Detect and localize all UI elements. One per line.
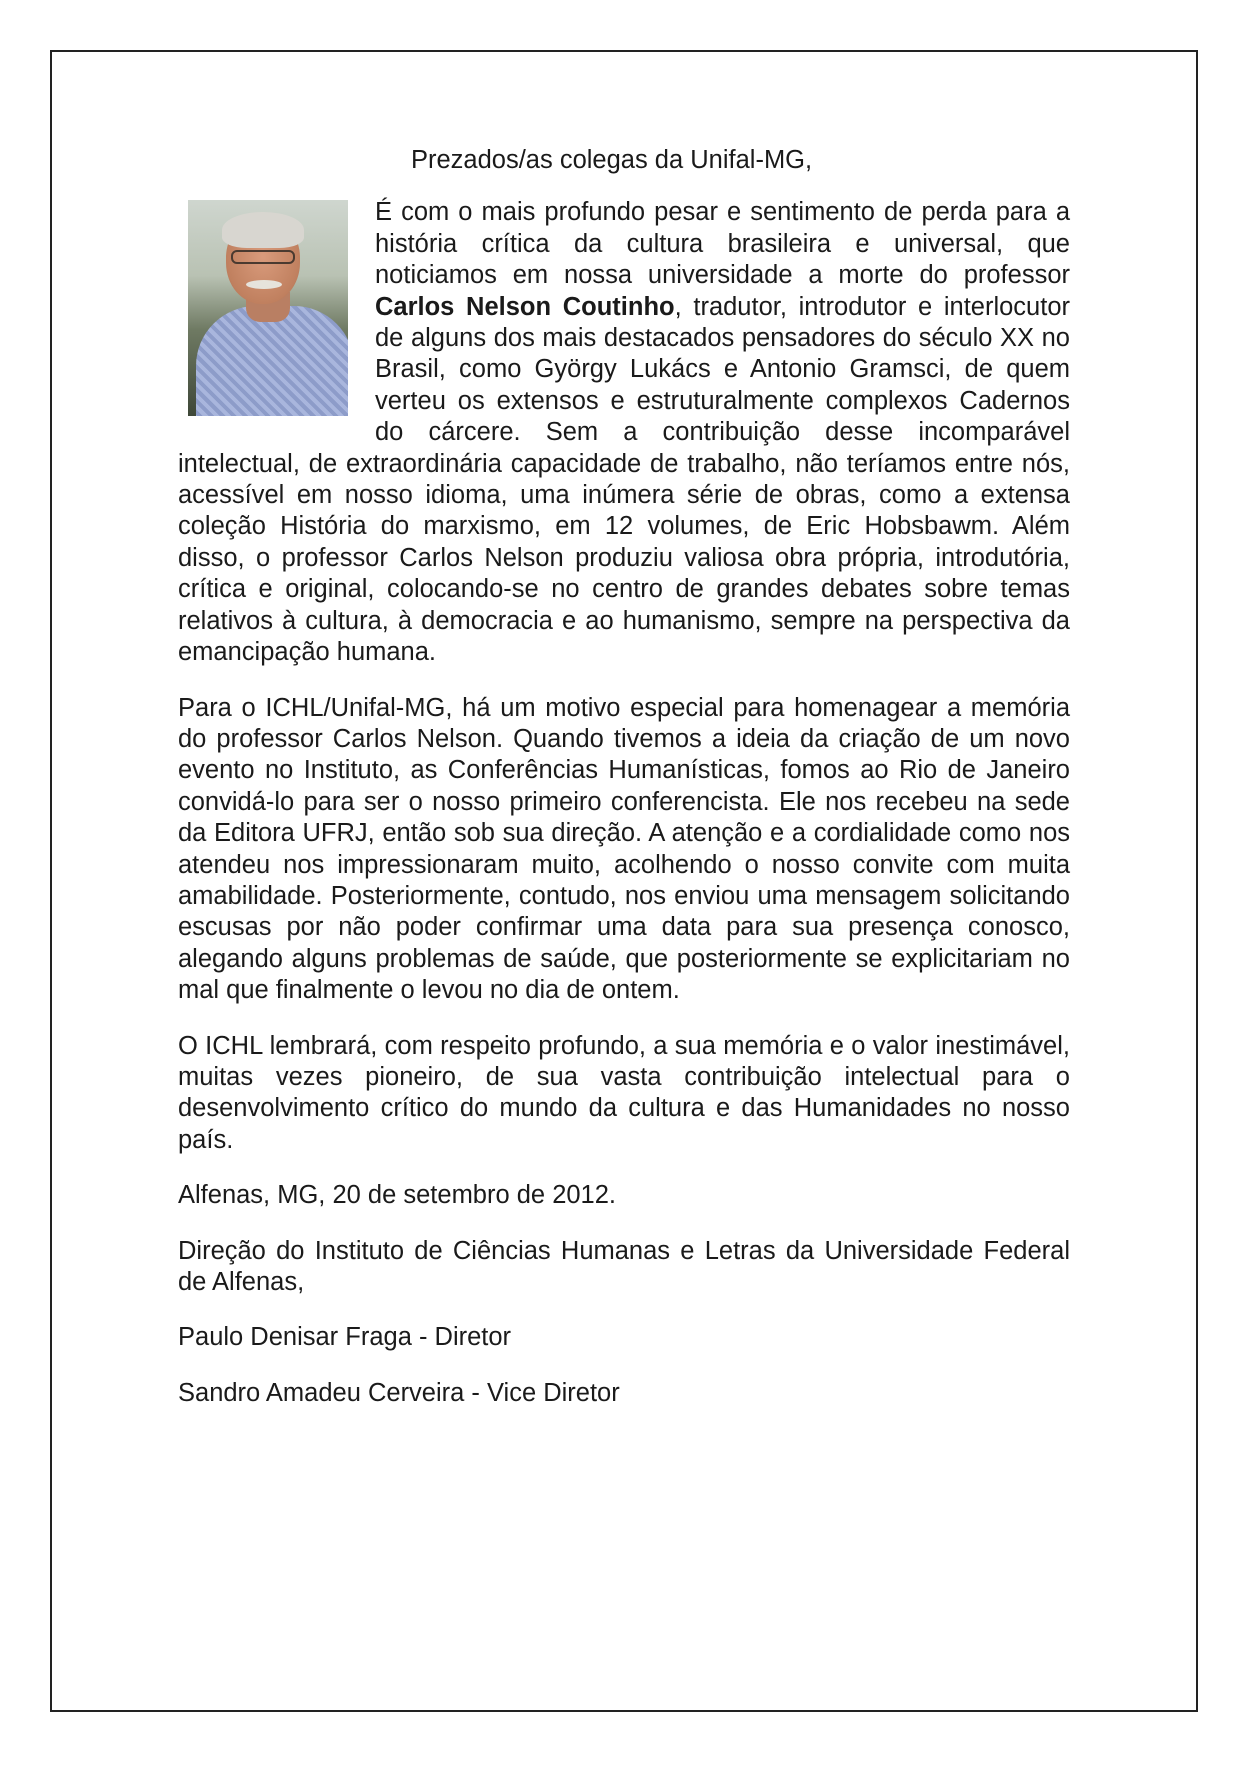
signatory-director: Paulo Denisar Fraga - Diretor: [178, 1323, 512, 1352]
paragraph-homage: Para o ICHL/Unifal-MG, há um motivo especial para homenagear a memória do professor Carlos Nelson. Quando tivemos a ideia da criação de um novo evento no Instituto, as Conferências Humanísticas, fomos ao Rio de Janeiro convidá-lo para ser o nosso primeiro conferencista. Ele nos recebeu na sede da Editora UFRJ, então sob sua direção. A atenção e a cordialidade como nos atendeu nos impressionaram muito, acolhendo o nosso convite com muita amabilidade. Posteriormente, contudo, nos enviou uma mensagem solicitando escusas por não poder confirmar uma data para sua presença conosco, alegando alguns problemas de saúde, que posteriormente se explicitariam no mal que finalmente o levou no dia de ontem.: [178, 693, 1070, 1005]
photo-hair: [222, 212, 304, 248]
signatory-vice-director: Sandro Amadeu Cerveira - Vice Diretor: [178, 1378, 620, 1407]
paragraph-remembrance: O ICHL lembrará, com respeito profundo, a sua memória e o valor inestimável, muitas vezes pioneiro, de sua vasta contribuição intelectual para o desenvolvimento crítico do mundo da cultura e das Humanidades no nosso país.: [178, 1031, 1070, 1154]
photo-glasses: [231, 250, 295, 264]
professor-name: Carlos Nelson Coutinho: [375, 292, 675, 321]
place-date: Alfenas, MG, 20 de setembro de 2012.: [178, 1181, 617, 1210]
greeting-line: Prezados/as colegas da Unifal-MG,: [411, 146, 813, 174]
letter-content: [178, 145, 1070, 1433]
paragraph-obituary-rest: , tradutor, introdutor e interlocutor de alguns dos mais destacados pensadores do século XX no Brasil, como György Lukács e Antonio Gramsci, de quem verteu os extensos e estruturalmente complexos Cadernos do cárcere. Sem a contribuição desse incomparável intelectual, de extraordinária capacidade de trabalho, não teríamos entre nós, acessível em nosso idioma, uma inúmera série de obras, como a extensa coleção História do marxismo, em 12 volumes, de Eric Hobsbawm. Além disso, o professor Carlos Nelson produziu valiosa obra própria, introdutória, crítica e original, colocando-se no centro de grandes debates sobre temas relativos à cultura, à democracia e ao humanismo, sempre na perspectiva da emancipação humana.: [178, 292, 1070, 667]
photo-shirt: [196, 306, 348, 416]
paragraph-obituary-intro: É com o mais profundo pesar e sentimento de perda para a história crítica da cultura brasileira e universal, que noticiamos em nossa universidade a morte do professor: [375, 198, 1070, 290]
institution-line: Direção do Instituto de Ciências Humanas e Letras da Universidade Federal de Alfenas,: [178, 1236, 1070, 1296]
portrait-photo: [188, 200, 348, 416]
